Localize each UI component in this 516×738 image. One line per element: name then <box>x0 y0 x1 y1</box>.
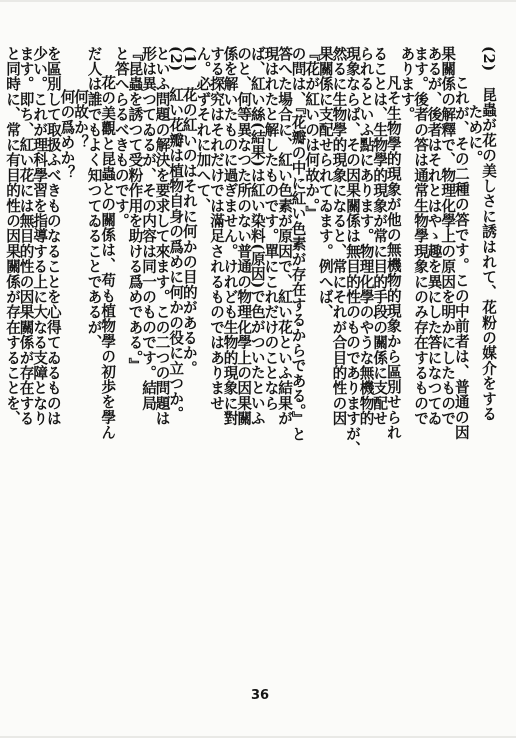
text-column: (2) 紅い花瓣は植物自身の爲めに何かの役に立つか。 <box>167 46 185 422</box>
text-column: ば、紅い絲(結果)は紅い染料(原因)で色がついたといふ <box>248 46 266 426</box>
text-column: 『花が紅いのは何故か。』 <box>303 46 321 222</box>
text-column: (1) 花の紅いのはそれに何かの目的があるか。 <box>180 46 198 376</box>
text-column: 現はれたと解したものです。單にこれだけのことなら <box>262 46 280 411</box>
text-column: 果關係の解釋で、物理化學上の原因を明かにしたもので <box>439 46 457 426</box>
text-column: られるといふ點にあります。物理化學のやうな無機物的 <box>357 46 375 426</box>
page-edge-top <box>0 0 516 2</box>
text-column: 果關係に支配せられてゐます。例へば、 <box>316 46 334 320</box>
text-column: のと、何等異なつた所のない普通の物理化學上の因果關 <box>235 46 253 426</box>
text-column: 『昆蟲を誘つて受粉作用を助ける爲めである。』 <box>126 46 144 374</box>
text-column: する探究はそれだけでは滿足されるものではありませ <box>208 46 225 411</box>
text-column: あります。 <box>398 46 416 122</box>
text-column: 何故か？ <box>72 74 89 150</box>
text-column: の問は、『花瓣の中に紅い色素が存在するからである。』と <box>289 46 307 442</box>
text-column: あるが、後者はそれとはやゝ趣を異にした答になつてゐ <box>425 46 443 426</box>
text-column: ん。必ずそれに加へて、 <box>194 46 212 214</box>
text-column: 少い。これが理科學習を指導する上に大なる支障となり <box>31 46 49 426</box>
text-column: ます。即ち、紅い花には無目的性の因果關係が存在する <box>17 46 35 426</box>
text-column: 何の爲めか？ <box>58 74 76 181</box>
text-column: を區別して取扱ふべきものなることを心得てゐるものは <box>44 46 62 426</box>
text-column: 係を解いたものに過ぎません。けれども生物的現象に對 <box>221 46 239 426</box>
text-column: と答へらるべきものです。 <box>112 46 130 229</box>
text-column: 形は異つてゐるが、その内容は同一のものです。結局 <box>140 46 157 411</box>
text-column: 然るに生物學的現象になると、常にそれが合目的性の因 <box>330 46 348 426</box>
text-column: だ人は誰でもよく知つてゐることであるが、 <box>85 46 103 350</box>
text-column: と同時に、常に有目的性の因果關係が存在することを、 <box>4 46 21 426</box>
text-column: ために。 <box>466 74 484 166</box>
page-number: 36 <box>250 688 270 703</box>
text-column: ることは、生物學的現象が常に目的手段の關係に支配せ <box>371 46 389 426</box>
text-column: といふ問題の解決を要求して來ます。この二つの問題は <box>153 46 171 426</box>
text-column: 答へた場合に、紅い色素が原因で、紅い花といふ結果が <box>276 46 293 426</box>
text-column: (2) 昆蟲が花の美しさに誘はれて、花粉の媒介をする <box>480 46 497 422</box>
text-column: 花の美觀と昆蟲との關係は、苟も植物學の初歩を學ん <box>99 60 117 440</box>
text-column: 凡そ生物學的現象が他の無機物的現象から區別せられ <box>384 60 402 440</box>
text-column: ます。後者の答は通常生物學現象にのみ存在するもので <box>412 46 429 426</box>
text-column: これが、その二種の答です。この中前者は、普通の因 <box>452 60 470 440</box>
text-column: 現象ならば、その因果關係は無目的性のものでありますが、 <box>344 46 361 457</box>
